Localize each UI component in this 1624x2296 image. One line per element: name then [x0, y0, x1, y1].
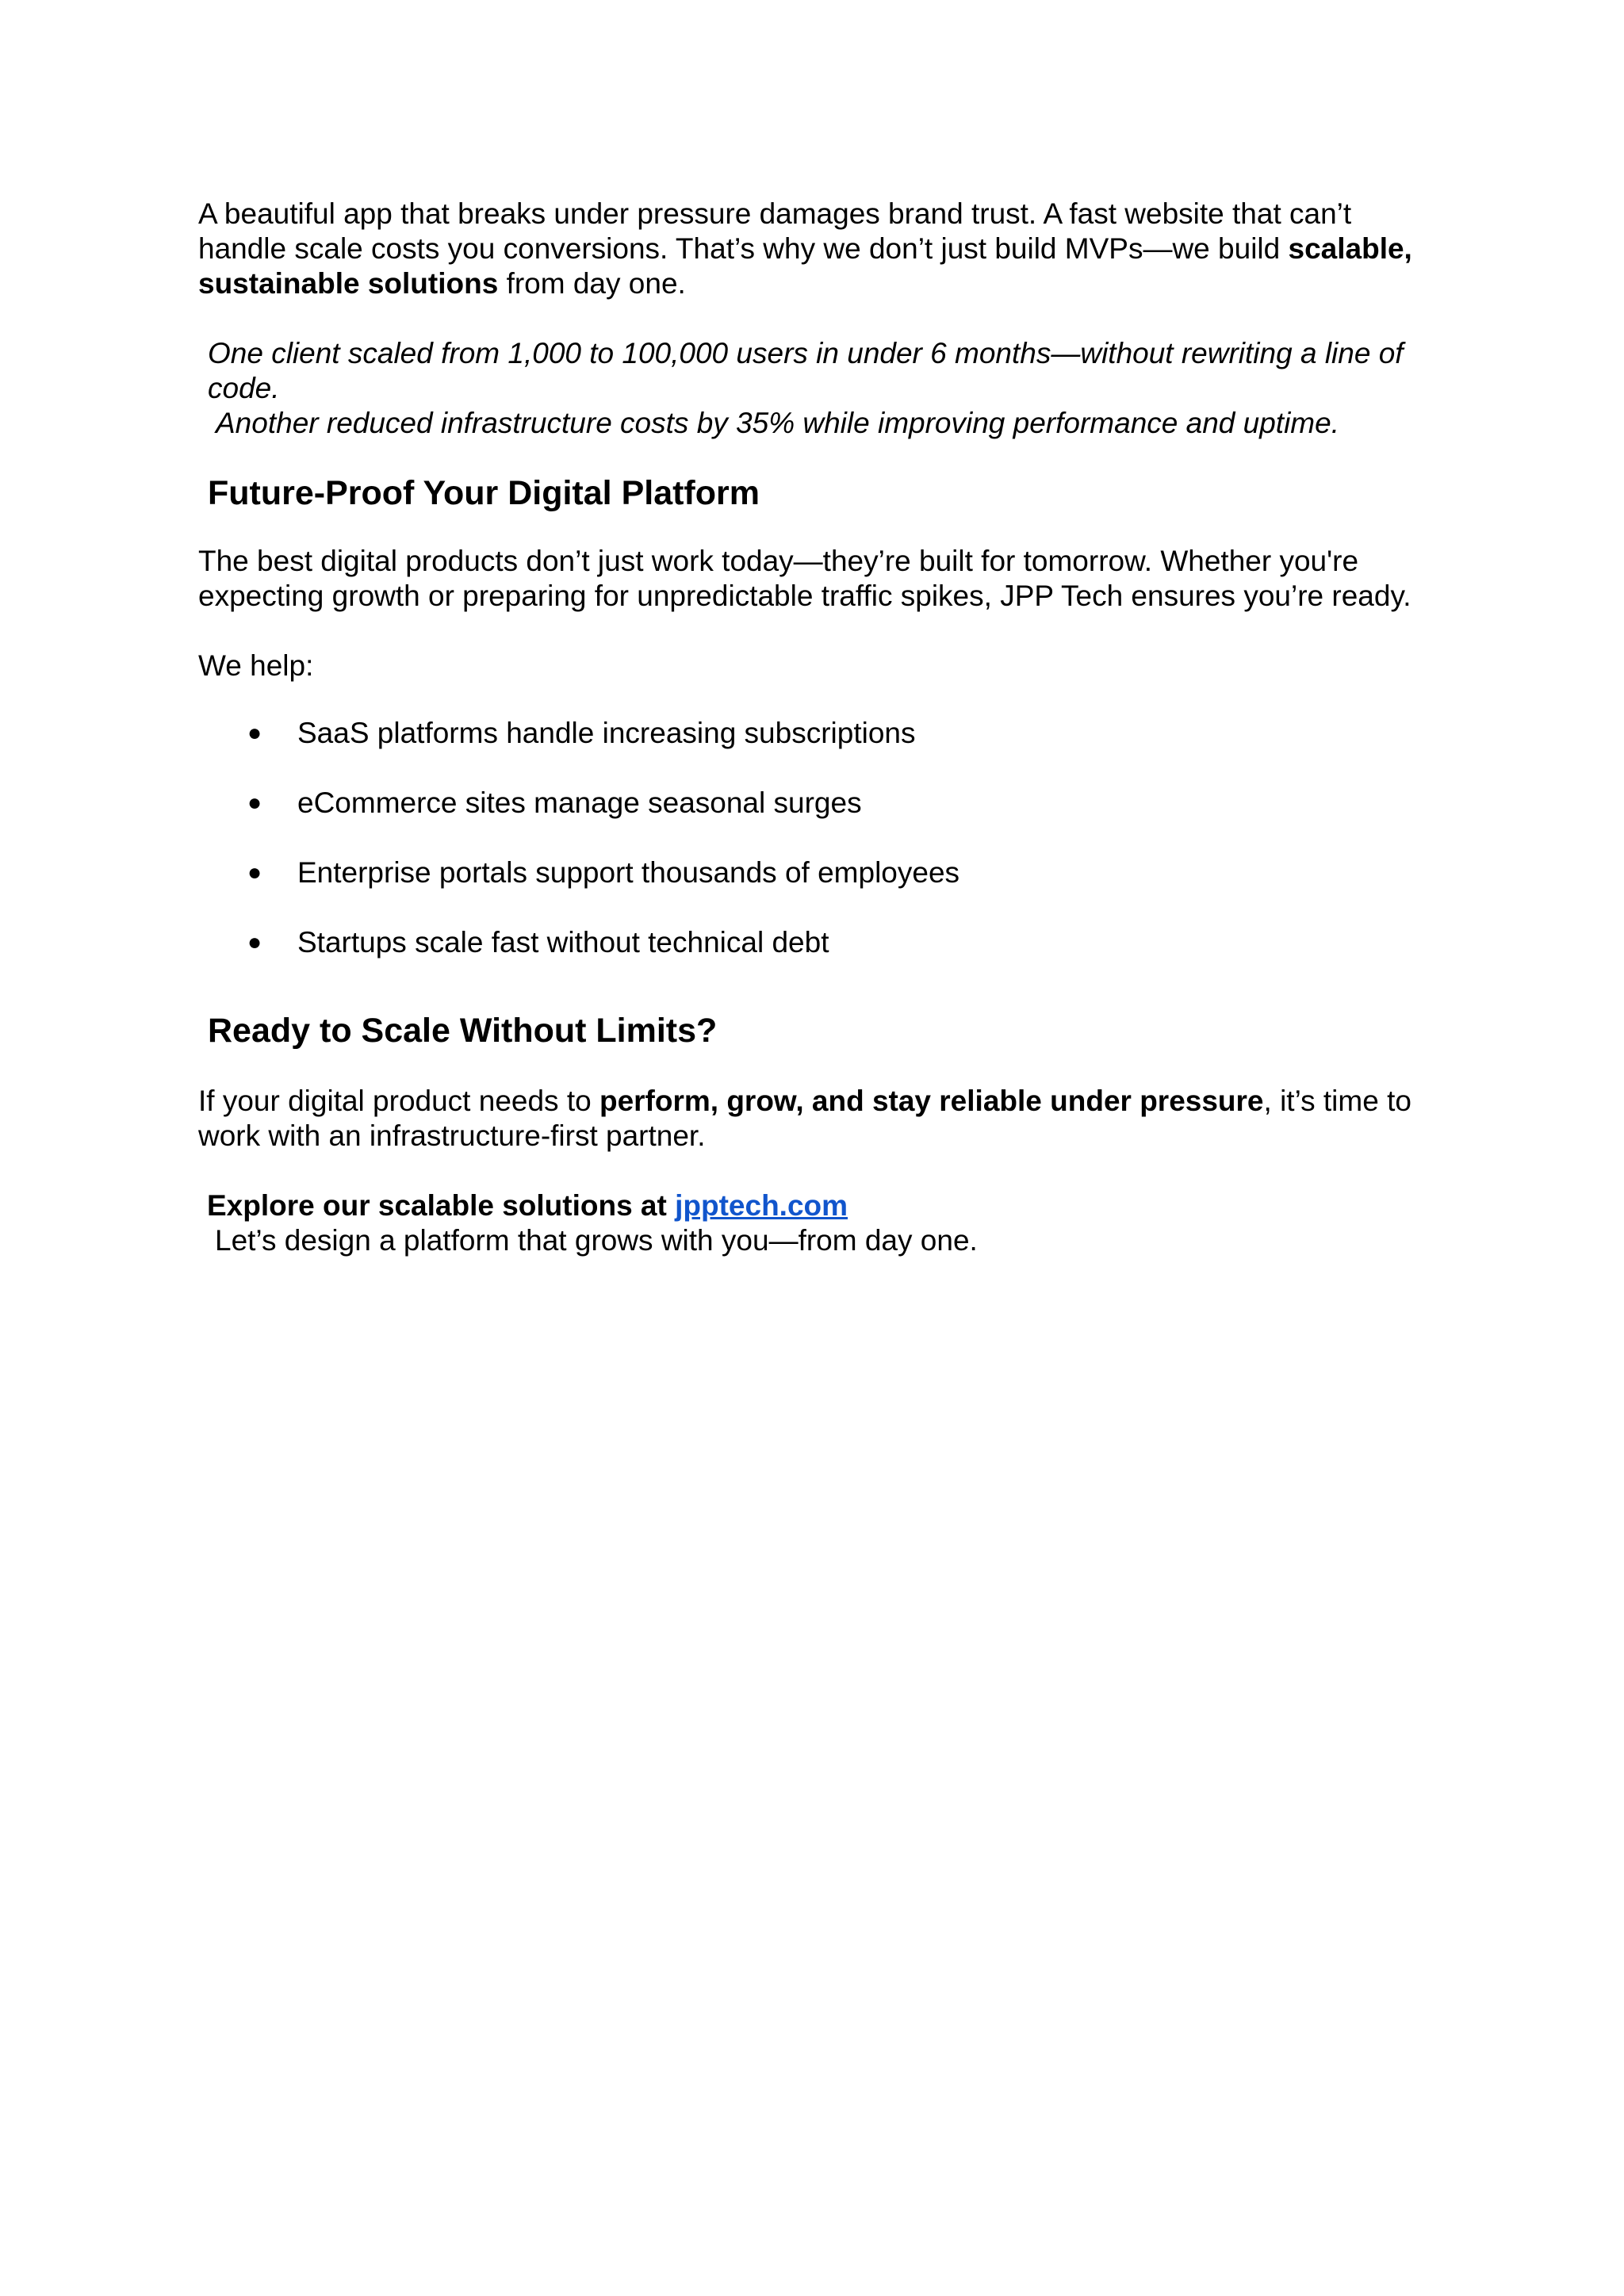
heading-ready-to-scale: Ready to Scale Without Limits?	[208, 1012, 718, 1050]
call-to-action	[198, 1188, 1435, 1258]
bullet-icon: ●	[247, 720, 262, 746]
ready-bold-text: perform, grow, and stay reliable under pressure	[599, 1085, 1264, 1117]
document-page	[198, 197, 1435, 1258]
quote-line-2: Another reduced infrastructure costs by 35% while improving performance and uptime.	[216, 407, 1339, 439]
bullet-icon: ●	[247, 929, 262, 955]
we-help-label: We help:	[198, 649, 314, 682]
heading-future-proof: Future-Proof Your Digital Platform	[208, 474, 760, 512]
list-item-text: Enterprise portals support thousands of employees	[297, 856, 960, 889]
intro-text-2: from day one.	[498, 267, 686, 300]
help-list	[198, 716, 1435, 960]
jpptech-link[interactable]: jpptech.com	[675, 1189, 848, 1222]
cta-tagline: Let’s design a platform that grows with you—from day one.	[215, 1224, 978, 1257]
cta-label: Explore our scalable solutions at	[207, 1189, 676, 1222]
list-item-text: Startups scale fast without technical debt	[297, 926, 829, 959]
future-paragraph: The best digital products don’t just work today—they’re built for tomorrow. Whether you're expecting growth or preparing for unpredictable traffic spikes, JPP Tech ensures you’re ready.	[198, 545, 1411, 612]
client-results-quotes	[198, 336, 1435, 441]
ready-text-2: , it’s time to work with an infrastructure-first partner.	[198, 1085, 1411, 1152]
intro-bold-text: scalable, sustainable solutions	[198, 232, 1412, 300]
list-item-text: eCommerce sites manage seasonal surges	[297, 786, 862, 819]
ready-paragraph	[198, 1084, 1435, 1154]
list-item-text: SaaS platforms handle increasing subscriptions	[297, 717, 916, 749]
bullet-icon: ●	[247, 859, 262, 886]
list-item	[198, 925, 1435, 960]
list-item	[198, 716, 1435, 751]
cta-line	[198, 1188, 1435, 1223]
intro-paragraph	[198, 197, 1435, 301]
intro-text-1: A beautiful app that breaks under pressure damages brand trust. A fast website that can’t handle scale costs you conversions. That’s why we don’t just build MVPs—we build	[198, 197, 1352, 265]
list-item	[198, 855, 1435, 890]
quote-line-1: One client scaled from 1,000 to 100,000 users in under 6 months—without rewriting a line of code.	[208, 337, 1404, 404]
list-item	[198, 786, 1435, 821]
bullet-icon: ●	[247, 790, 262, 816]
ready-text-1: If your digital product needs to	[198, 1085, 599, 1117]
